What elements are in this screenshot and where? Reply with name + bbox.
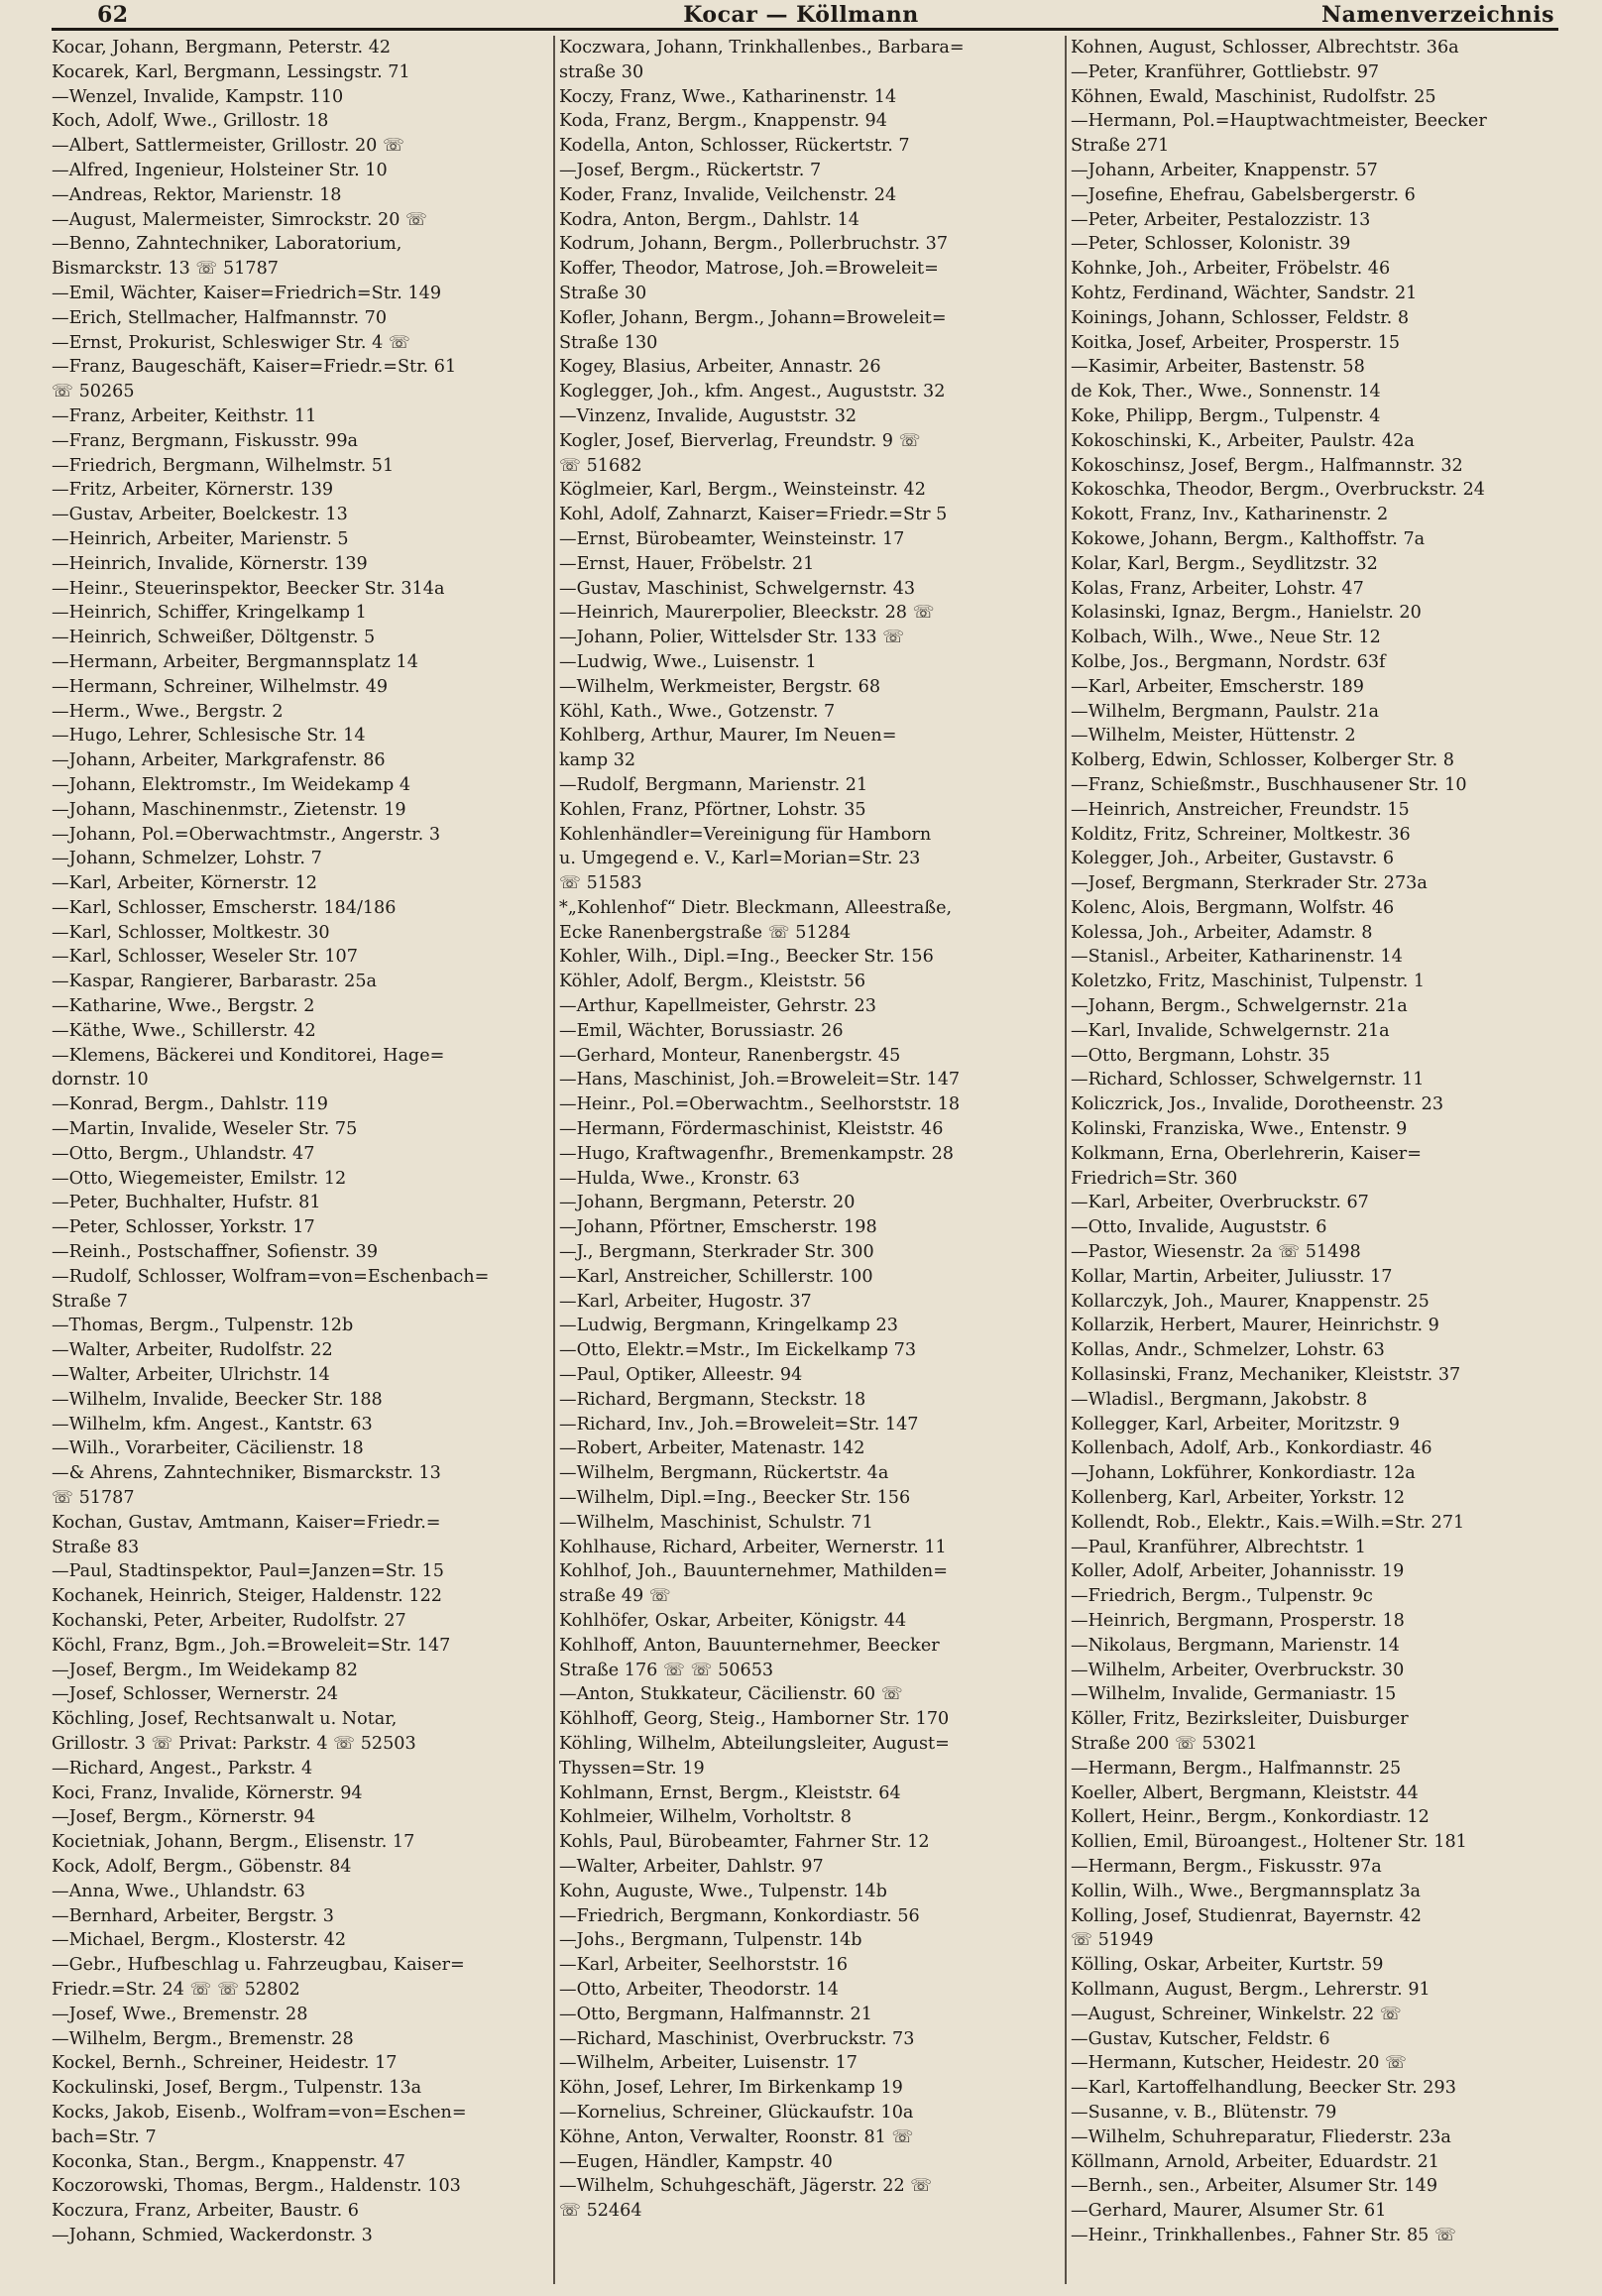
- directory-entry-line: —Ernst, Prokurist, Schleswiger Str. 4 ☏: [52, 332, 410, 353]
- directory-entry-line: —Bernhard, Arbeiter, Bergstr. 3: [52, 1905, 334, 1926]
- directory-entry-line: —Wilhelm, Schuhgeschäft, Jägerstr. 22 ☏: [559, 2176, 933, 2197]
- directory-entry-line: —Anton, Stukkateur, Cäcilienstr. 60 ☏: [559, 1684, 903, 1705]
- directory-entry-line: Straße 200 ☏ 53021: [1071, 1733, 1258, 1754]
- directory-entry-line: bach=Str. 7: [52, 2126, 157, 2147]
- directory-entry-line: —Karl, Arbeiter, Körnerstr. 12: [52, 873, 317, 894]
- directory-entry-line: Kollenberg, Karl, Arbeiter, Yorkstr. 12: [1071, 1488, 1406, 1509]
- directory-entry-line: —Karl, Schlosser, Moltkestr. 30: [52, 922, 330, 943]
- directory-entry-line: —Karl, Arbeiter, Seelhorststr. 16: [559, 1955, 849, 1976]
- directory-entry-line: —Johann, Schmelzer, Lohstr. 7: [52, 849, 322, 869]
- directory-entry-line: ☏ 50265: [52, 382, 135, 402]
- directory-entry-line: Kollarzik, Herbert, Maurer, Heinrichstr. 9: [1071, 1316, 1439, 1336]
- directory-entry-line: —Karl, Arbeiter, Overbruckstr. 67: [1071, 1193, 1369, 1213]
- directory-entry-line: Koller, Adolf, Arbeiter, Johannisstr. 19: [1071, 1561, 1405, 1582]
- directory-entry-line: Kolkmann, Erna, Oberlehrerin, Kaiser=: [1071, 1143, 1422, 1164]
- directory-entry-line: —Wilhelm, Maschinist, Schulstr. 71: [559, 1512, 873, 1533]
- directory-entry-line: —Richard, Maschinist, Overbruckstr. 73: [559, 2028, 915, 2049]
- directory-entry-line: —Johann, Pförtner, Emscherstr. 198: [559, 1217, 877, 1238]
- directory-entry-line: *„Kohlenhof“ Dietr. Bleckmann, Alleestraße,: [559, 897, 953, 918]
- directory-entry-line: Koder, Franz, Invalide, Veilchenstr. 24: [559, 184, 897, 205]
- directory-entry-line: —Wilhelm, Werkmeister, Bergstr. 68: [559, 676, 881, 697]
- directory-entry-line: Ecke Ranenbergstraße ☏ 51284: [559, 922, 852, 943]
- directory-entry-line: Koletzko, Fritz, Maschinist, Tulpenstr. 1: [1071, 972, 1426, 992]
- directory-entry-line: —Wilhelm, Meister, Hüttenstr. 2: [1071, 726, 1356, 746]
- directory-entry-line: Köllmann, Arnold, Arbeiter, Eduardstr. 21: [1071, 2151, 1439, 2172]
- directory-entry-line: —Josef, Bergm., Im Weidekamp 82: [52, 1660, 358, 1680]
- directory-entry-line: —Otto, Invalide, Auguststr. 6: [1071, 1217, 1327, 1238]
- directory-entry-line: —Heinrich, Schiffer, Kringelkamp 1: [52, 603, 367, 624]
- directory-entry-line: Straße 130: [559, 332, 658, 353]
- directory-entry-line: —Richard, Inv., Joh.=Broweleit=Str. 147: [559, 1414, 919, 1435]
- directory-entry-line: Koch, Adolf, Wwe., Grillostr. 18: [52, 111, 329, 132]
- directory-entry-line: —Heinrich, Maurerpolier, Bleeckstr. 28 ☏: [559, 603, 935, 624]
- directory-entry-line: Kollenbach, Adolf, Arb., Konkordiastr. 46: [1071, 1438, 1432, 1459]
- directory-entry-line: Straße 83: [52, 1537, 140, 1557]
- directory-entry-line: Koitka, Josef, Arbeiter, Prosperstr. 15: [1071, 332, 1401, 353]
- directory-entry-line: Kochanek, Heinrich, Steiger, Haldenstr. 122: [52, 1586, 442, 1607]
- directory-entry-line: Kolbe, Jos., Bergmann, Nordstr. 63f: [1071, 651, 1386, 672]
- directory-entry-line: Kollert, Heinr., Bergm., Konkordiastr. 12: [1071, 1807, 1430, 1828]
- directory-entry-line: Koczorowski, Thomas, Bergm., Haldenstr. 103: [52, 2176, 461, 2197]
- directory-entry-line: Kolegger, Joh., Arbeiter, Gustavstr. 6: [1071, 849, 1395, 869]
- directory-entry-line: —Johann, Bergm., Schwelgernstr. 21a: [1071, 996, 1408, 1017]
- directory-entry-line: —& Ahrens, Zahntechniker, Bismarckstr. 13: [52, 1463, 441, 1484]
- directory-entry-line: Kohlhöfer, Oskar, Arbeiter, Königstr. 44: [559, 1611, 907, 1631]
- directory-column-1: [52, 36, 557, 2248]
- directory-entry-line: —Pastor, Wiesenstr. 2a ☏ 51498: [1071, 1242, 1361, 1263]
- directory-entry-line: Kolessa, Joh., Arbeiter, Adamstr. 8: [1071, 922, 1373, 943]
- directory-entry-line: —Ernst, Hauer, Fröbelstr. 21: [559, 553, 815, 574]
- directory-entry-line: Kolling, Josef, Studienrat, Bayernstr. 42: [1071, 1905, 1422, 1926]
- directory-entry-line: Kohlenhändler=Vereinigung für Hamborn: [559, 824, 932, 845]
- directory-column-3: [1071, 36, 1576, 2248]
- directory-entry-line: Köller, Fritz, Bezirksleiter, Duisburger: [1071, 1709, 1409, 1730]
- directory-entry-line: —Michael, Bergm., Klosterstr. 42: [52, 1930, 347, 1951]
- directory-entry-line: —Hugo, Lehrer, Schlesische Str. 14: [52, 726, 366, 746]
- directory-entry-line: —Wilhelm, Bergmann, Rückertstr. 4a: [559, 1463, 889, 1484]
- directory-entry-line: ☏ 51583: [559, 873, 642, 894]
- directory-entry-line: Kollas, Andr., Schmelzer, Lohstr. 63: [1071, 1340, 1385, 1361]
- directory-entry-line: Kollin, Wilh., Wwe., Bergmannsplatz 3a: [1071, 1881, 1422, 1901]
- directory-entry-line: Koliczrick, Jos., Invalide, Dorotheenstr. 23: [1071, 1094, 1444, 1115]
- directory-entry-line: straße 30: [559, 61, 644, 82]
- directory-entry-line: Kohlhause, Richard, Arbeiter, Wernerstr. 11: [559, 1537, 947, 1557]
- directory-entry-line: —Johann, Arbeiter, Markgrafenstr. 86: [52, 750, 386, 771]
- directory-entry-line: —Alfred, Ingenieur, Holsteiner Str. 10: [52, 160, 388, 180]
- directory-entry-line: Kofler, Johann, Bergm., Johann=Broweleit=: [559, 307, 947, 328]
- directory-entry-line: Köhnen, Ewald, Maschinist, Rudolfstr. 25: [1071, 86, 1436, 107]
- directory-entry-line: —Heinrich, Invalide, Körnerstr. 139: [52, 553, 368, 574]
- directory-entry-line: —Martin, Invalide, Weseler Str. 75: [52, 1119, 358, 1140]
- directory-entry-line: —Franz, Baugeschäft, Kaiser=Friedr.=Str. 61: [52, 357, 457, 378]
- directory-entry-line: —Friedrich, Bergmann, Wilhelmstr. 51: [52, 455, 395, 476]
- directory-entry-line: Koczwara, Johann, Trinkhallenbes., Barbara=: [559, 38, 965, 57]
- column-divider: [1065, 36, 1067, 2284]
- directory-entry-line: —Bernh., sen., Arbeiter, Alsumer Str. 149: [1071, 2176, 1438, 2197]
- directory-entry-line: Koda, Franz, Bergm., Knappenstr. 94: [559, 111, 887, 132]
- directory-entry-line: Kodrum, Johann, Bergm., Pollerbruchstr. 37: [559, 234, 949, 255]
- directory-entry-line: —Käthe, Wwe., Schillerstr. 42: [52, 1020, 316, 1041]
- directory-entry-line: —Hermann, Pol.=Hauptwachtmeister, Beecker: [1071, 111, 1487, 132]
- section-title: Namenverzeichnis: [1321, 2, 1554, 28]
- directory-entry-line: dornstr. 10: [52, 1070, 149, 1091]
- directory-entry-line: Grillostr. 3 ☏ Privat: Parkstr. 4 ☏ 52503: [52, 1733, 416, 1754]
- directory-entry-line: —Andreas, Rektor, Marienstr. 18: [52, 184, 342, 205]
- directory-entry-line: —Thomas, Bergm., Tulpenstr. 12b: [52, 1316, 354, 1336]
- directory-entry-line: Kolar, Karl, Bergm., Seydlitzstr. 32: [1071, 553, 1378, 574]
- directory-entry-line: —Susanne, v. B., Blütenstr. 79: [1071, 2102, 1337, 2123]
- directory-entry-line: —Stanisl., Arbeiter, Katharinenstr. 14: [1071, 947, 1403, 968]
- header-rule: [52, 28, 1558, 31]
- directory-entry-line: —Kasimir, Arbeiter, Bastenstr. 58: [1071, 357, 1365, 378]
- directory-entry-line: —Peter, Arbeiter, Pestalozzistr. 13: [1071, 209, 1371, 230]
- directory-entry-line: —Karl, Kartoffelhandlung, Beecker Str. 293: [1071, 2078, 1456, 2099]
- directory-entry-line: Kohlen, Franz, Pförtner, Lohstr. 35: [559, 799, 866, 820]
- directory-entry-line: Kolditz, Fritz, Schreiner, Moltkestr. 36: [1071, 824, 1411, 845]
- directory-entry-line: Kollendt, Rob., Elektr., Kais.=Wilh.=Str. 271: [1071, 1512, 1465, 1533]
- directory-entry-line: —Wilhelm, Bergmann, Paulstr. 21a: [1071, 701, 1380, 722]
- directory-entry-line: —Gustav, Arbeiter, Boelckestr. 13: [52, 505, 348, 525]
- directory-entry-line: —Hermann, Bergm., Fiskusstr. 97a: [1071, 1856, 1382, 1877]
- directory-entry-line: —Karl, Arbeiter, Hugostr. 37: [559, 1291, 812, 1312]
- directory-entry-line: —Friedrich, Bergmann, Konkordiastr. 56: [559, 1905, 920, 1926]
- directory-entry-line: —Emil, Wächter, Borussiastr. 26: [559, 1020, 844, 1041]
- directory-entry-line: —Erich, Stellmacher, Halfmannstr. 70: [52, 307, 388, 328]
- directory-entry-line: —Karl, Invalide, Schwelgernstr. 21a: [1071, 1020, 1390, 1041]
- directory-entry-line: —Gustav, Kutscher, Feldstr. 6: [1071, 2028, 1330, 2049]
- directory-entry-line: Koke, Philipp, Bergm., Tulpenstr. 4: [1071, 405, 1381, 426]
- directory-entry-line: Kokoschka, Theodor, Bergm., Overbruckstr. 24: [1071, 480, 1485, 501]
- directory-entry-line: —Hermann, Bergm., Halfmannstr. 25: [1071, 1758, 1402, 1779]
- directory-entry-line: —Heinrich, Anstreicher, Freundstr. 15: [1071, 799, 1410, 820]
- directory-entry-line: —J., Bergmann, Sterkrader Str. 300: [559, 1242, 874, 1263]
- directory-entry-line: —Johann, Schmied, Wackerdonstr. 3: [52, 2225, 373, 2245]
- directory-entry-line: Köhl, Kath., Wwe., Gotzenstr. 7: [559, 701, 836, 722]
- directory-entry-line: Kock, Adolf, Bergm., Göbenstr. 84: [52, 1856, 352, 1877]
- directory-entry-line: —Josef, Bergmann, Sterkrader Str. 273a: [1071, 873, 1428, 894]
- directory-entry-line: Kohlmann, Ernst, Bergm., Kleiststr. 64: [559, 1782, 901, 1803]
- directory-entry-line: Kokott, Franz, Inv., Katharinenstr. 2: [1071, 505, 1389, 525]
- directory-entry-line: Straße 7: [52, 1291, 128, 1312]
- directory-entry-line: —Klemens, Bäckerei und Konditorei, Hage=: [52, 1045, 445, 1066]
- directory-entry-line: —Josef, Schlosser, Wernerstr. 24: [52, 1684, 339, 1705]
- directory-entry-line: Kohtz, Ferdinand, Wächter, Sandstr. 21: [1071, 283, 1418, 303]
- directory-entry-line: Koczura, Franz, Arbeiter, Baustr. 6: [52, 2201, 359, 2222]
- directory-entry-line: —Johann, Polier, Wittelsder Str. 133 ☏: [559, 628, 905, 648]
- directory-entry-line: —Albert, Sattlermeister, Grillostr. 20 ☏: [52, 136, 404, 157]
- directory-entry-line: Kollarczyk, Joh., Maurer, Knappenstr. 25: [1071, 1291, 1430, 1312]
- directory-entry-line: Kohlmeier, Wilhelm, Vorholtstr. 8: [559, 1807, 852, 1828]
- directory-entry-line: Kollasinski, Franz, Mechaniker, Kleiststr. 37: [1071, 1365, 1461, 1386]
- directory-entry-line: —Peter, Buchhalter, Hufstr. 81: [52, 1193, 321, 1213]
- directory-entry-line: Koffer, Theodor, Matrose, Joh.=Broweleit=: [559, 259, 939, 280]
- directory-entry-line: kamp 32: [559, 750, 636, 771]
- directory-entry-line: —Wilhelm, Schuhreparatur, Fliederstr. 23a: [1071, 2126, 1451, 2147]
- directory-entry-line: —Emil, Wächter, Kaiser=Friedrich=Str. 149: [52, 283, 442, 303]
- directory-entry-line: Koci, Franz, Invalide, Körnerstr. 94: [52, 1782, 363, 1803]
- directory-entry-line: —Hugo, Kraftwagenfhr., Bremenkampstr. 28: [559, 1143, 955, 1164]
- directory-entry-line: —Peter, Schlosser, Yorkstr. 17: [52, 1217, 315, 1238]
- directory-entry-line: —Johann, Arbeiter, Knappenstr. 57: [1071, 160, 1378, 180]
- directory-entry-line: Friedrich=Str. 360: [1071, 1168, 1238, 1189]
- directory-entry-line: Kohnen, August, Schlosser, Albrechtstr. 36a: [1071, 38, 1459, 57]
- directory-entry-line: —Hulda, Wwe., Kronstr. 63: [559, 1168, 800, 1189]
- directory-entry-line: —Johs., Bergmann, Tulpenstr. 14b: [559, 1930, 862, 1951]
- directory-entry-line: Kollar, Martin, Arbeiter, Juliusstr. 17: [1071, 1266, 1393, 1287]
- directory-entry-line: —Eugen, Händler, Kampstr. 40: [559, 2151, 833, 2172]
- directory-entry-line: —Wilhelm, kfm. Angest., Kantstr. 63: [52, 1414, 373, 1435]
- directory-entry-line: —Karl, Anstreicher, Schillerstr. 100: [559, 1266, 873, 1287]
- directory-entry-line: Kohn, Auguste, Wwe., Tulpenstr. 14b: [559, 1881, 887, 1901]
- directory-entry-line: Straße 30: [559, 283, 647, 303]
- directory-entry-line: —Johann, Pol.=Oberwachtmstr., Angerstr. 3: [52, 824, 441, 845]
- directory-entry-line: Kocks, Jakob, Eisenb., Wolfram=von=Eschen=: [52, 2102, 467, 2123]
- directory-entry-line: —Wilhelm, Invalide, Beecker Str. 188: [52, 1389, 383, 1410]
- directory-entry-line: Koinings, Johann, Schlosser, Feldstr. 8: [1071, 307, 1410, 328]
- directory-entry-line: Koeller, Albert, Bergmann, Kleiststr. 44: [1071, 1782, 1419, 1803]
- directory-entry-line: —Josef, Bergm., Rückertstr. 7: [559, 160, 822, 180]
- directory-entry-line: Koconka, Stan., Bergm., Knappenstr. 47: [52, 2151, 405, 2172]
- directory-entry-line: —Wilhelm, Arbeiter, Luisenstr. 17: [559, 2053, 858, 2074]
- directory-entry-line: —Hermann, Fördermaschinist, Kleiststr. 46: [559, 1119, 944, 1140]
- directory-entry-line: —Heinrich, Arbeiter, Marienstr. 5: [52, 528, 349, 549]
- directory-entry-line: Kolberg, Edwin, Schlosser, Kolberger Str. 8: [1071, 750, 1454, 771]
- directory-entry-line: —Hermann, Kutscher, Heidestr. 20 ☏: [1071, 2053, 1408, 2074]
- directory-entry-line: Kolinski, Franziska, Wwe., Entenstr. 9: [1071, 1119, 1408, 1140]
- directory-entry-line: u. Umgegend e. V., Karl=Morian=Str. 23: [559, 849, 921, 869]
- directory-entry-line: —Wilhelm, Dipl.=Ing., Beecker Str. 156: [559, 1488, 911, 1509]
- directory-entry-line: —Wilh., Vorarbeiter, Cäcilienstr. 18: [52, 1438, 364, 1459]
- directory-entry-line: —Otto, Arbeiter, Theodorstr. 14: [559, 1979, 839, 2000]
- directory-entry-line: —Kaspar, Rangierer, Barbarastr. 25a: [52, 972, 378, 992]
- directory-entry-line: —Heinrich, Schweißer, Döltgenstr. 5: [52, 628, 376, 648]
- directory-entry-line: Straße 176 ☏ ☏ 50653: [559, 1660, 774, 1680]
- directory-entry-line: Köhlhoff, Georg, Steig., Hamborner Str. 170: [559, 1709, 950, 1730]
- directory-entry-line: Kocarek, Karl, Bergmann, Lessingstr. 71: [52, 61, 410, 82]
- directory-entry-line: Köhn, Josef, Lehrer, Im Birkenkamp 19: [559, 2078, 903, 2099]
- directory-entry-line: —Walter, Arbeiter, Dahlstr. 97: [559, 1856, 824, 1877]
- directory-entry-line: —Paul, Stadtinspektor, Paul=Janzen=Str. 15: [52, 1561, 444, 1582]
- directory-entry-line: —Otto, Bergmann, Halfmannstr. 21: [559, 2004, 872, 2024]
- directory-entry-line: —Franz, Schießmstr., Buschhausener Str. 10: [1071, 774, 1467, 795]
- directory-entry-line: —Ludwig, Bergmann, Kringelkamp 23: [559, 1316, 898, 1336]
- directory-entry-line: —Benno, Zahntechniker, Laboratorium,: [52, 234, 402, 255]
- directory-entry-line: ☏ 51949: [1071, 1930, 1154, 1951]
- directory-entry-line: —Heinr., Pol.=Oberwachtm., Seelhorststr. 18: [559, 1094, 961, 1115]
- directory-entry-line: Kokoschinski, K., Arbeiter, Paulstr. 42a: [1071, 430, 1415, 451]
- directory-entry-line: Kolasinski, Ignaz, Bergm., Hanielstr. 20: [1071, 603, 1422, 624]
- directory-entry-line: Friedr.=Str. 24 ☏ ☏ 52802: [52, 1979, 300, 2000]
- directory-entry-line: Kockel, Bernh., Schreiner, Heidestr. 17: [52, 2053, 398, 2074]
- directory-column-2: [559, 36, 1065, 2224]
- directory-entry-line: —August, Malermeister, Simrockstr. 20 ☏: [52, 209, 427, 230]
- directory-entry-line: —Peter, Schlosser, Kolonistr. 39: [1071, 234, 1351, 255]
- directory-entry-line: —Heinr., Trinkhallenbes., Fahner Str. 85 ☏: [1071, 2225, 1456, 2245]
- directory-entry-line: Kockulinski, Josef, Bergm., Tulpenstr. 13a: [52, 2078, 422, 2099]
- directory-entry-line: Bismarckstr. 13 ☏ 51787: [52, 259, 279, 280]
- directory-entry-line: —Johann, Bergmann, Peterstr. 20: [559, 1193, 856, 1213]
- directory-entry-line: —Ludwig, Wwe., Luisenstr. 1: [559, 651, 817, 672]
- directory-entry-line: de Kok, Ther., Wwe., Sonnenstr. 14: [1071, 382, 1381, 402]
- directory-entry-line: straße 49 ☏: [559, 1586, 671, 1607]
- directory-entry-line: —Josef, Wwe., Bremenstr. 28: [52, 2004, 308, 2024]
- directory-entry-line: —Johann, Maschinenmstr., Zietenstr. 19: [52, 799, 406, 820]
- directory-entry-line: Kochan, Gustav, Amtmann, Kaiser=Friedr.=: [52, 1512, 441, 1533]
- directory-entry-line: Kogler, Josef, Bierverlag, Freundstr. 9 ☏: [559, 430, 921, 451]
- directory-entry-line: —Wilhelm, Invalide, Germaniastr. 15: [1071, 1684, 1397, 1705]
- directory-entry-line: —Wilhelm, Arbeiter, Overbruckstr. 30: [1071, 1660, 1405, 1680]
- directory-entry-line: —Rudolf, Bergmann, Marienstr. 21: [559, 774, 868, 795]
- directory-entry-line: —Wilhelm, Bergm., Bremenstr. 28: [52, 2028, 354, 2049]
- directory-entry-line: Thyssen=Str. 19: [559, 1758, 705, 1779]
- directory-entry-line: —Karl, Schlosser, Weseler Str. 107: [52, 947, 358, 968]
- directory-entry-line: —Reinh., Postschaffner, Sofienstr. 39: [52, 1242, 379, 1263]
- directory-entry-line: Koglegger, Joh., kfm. Angest., Auguststr. 32: [559, 382, 946, 402]
- directory-entry-line: Kolas, Franz, Arbeiter, Lohstr. 47: [1071, 578, 1364, 599]
- directory-entry-line: —Nikolaus, Bergmann, Marienstr. 14: [1071, 1635, 1400, 1656]
- directory-entry-line: Kokowe, Johann, Bergm., Kalthoffstr. 7a: [1071, 528, 1426, 549]
- directory-entry-line: —Karl, Schlosser, Emscherstr. 184/186: [52, 897, 397, 918]
- page-title: Kocar — Köllmann: [683, 2, 919, 28]
- directory-entry-line: Kokoschinsz, Josef, Bergm., Halfmannstr. 32: [1071, 455, 1463, 476]
- directory-entry-line: —Johann, Elektromstr., Im Weidekamp 4: [52, 774, 411, 795]
- directory-entry-line: —Fritz, Arbeiter, Körnerstr. 139: [52, 480, 334, 501]
- directory-entry-line: —Richard, Bergmann, Steckstr. 18: [559, 1389, 866, 1410]
- directory-entry-line: —Josef, Bergm., Körnerstr. 94: [52, 1807, 316, 1828]
- directory-entry-line: Köhler, Adolf, Bergm., Kleiststr. 56: [559, 972, 866, 992]
- directory-entry-line: Kolenc, Alois, Bergmann, Wolfstr. 46: [1071, 897, 1395, 918]
- directory-entry-line: Kodra, Anton, Bergm., Dahlstr. 14: [559, 209, 860, 230]
- directory-entry-line: Kohls, Paul, Bürobeamter, Fahrner Str. 12: [559, 1832, 930, 1853]
- directory-entry-line: —Franz, Arbeiter, Keithstr. 11: [52, 405, 317, 426]
- directory-entry-line: —Arthur, Kapellmeister, Gehrstr. 23: [559, 996, 876, 1017]
- directory-entry-line: —Anna, Wwe., Uhlandstr. 63: [52, 1881, 305, 1901]
- directory-entry-line: —Franz, Bergmann, Fiskusstr. 99a: [52, 430, 359, 451]
- directory-entry-line: —Kornelius, Schreiner, Glückaufstr. 10a: [559, 2102, 914, 2123]
- directory-entry-line: Kollegger, Karl, Arbeiter, Moritzstr. 9: [1071, 1414, 1400, 1435]
- directory-entry-line: Kocietniak, Johann, Bergm., Elisenstr. 17: [52, 1832, 415, 1853]
- directory-entry-line: Kollien, Emil, Büroangest., Holtener Str. 181: [1071, 1832, 1467, 1853]
- directory-entry-line: Kölling, Oskar, Arbeiter, Kurtstr. 59: [1071, 1955, 1384, 1976]
- directory-entry-line: Kohler, Wilh., Dipl.=Ing., Beecker Str. 156: [559, 947, 934, 968]
- directory-entry-line: —Richard, Schlosser, Schwelgernstr. 11: [1071, 1070, 1425, 1091]
- directory-entry-line: —Hermann, Schreiner, Wilhelmstr. 49: [52, 676, 389, 697]
- directory-entry-line: ☏ 52464: [559, 2201, 642, 2222]
- directory-entry-line: Kochanski, Peter, Arbeiter, Rudolfstr. 27: [52, 1611, 406, 1631]
- directory-entry-line: Kollmann, August, Bergm., Lehrerstr. 91: [1071, 1979, 1430, 2000]
- directory-entry-line: —Heinrich, Bergmann, Prosperstr. 18: [1071, 1611, 1405, 1631]
- directory-entry-line: —Gustav, Maschinist, Schwelgernstr. 43: [559, 578, 916, 599]
- directory-entry-line: —Otto, Bergm., Uhlandstr. 47: [52, 1143, 315, 1164]
- directory-entry-line: Köchling, Josef, Rechtsanwalt u. Notar,: [52, 1709, 398, 1730]
- directory-entry-line: —Walter, Arbeiter, Ulrichstr. 14: [52, 1365, 330, 1386]
- directory-entry-line: Straße 271: [1071, 136, 1170, 157]
- directory-entry-line: —Walter, Arbeiter, Rudolfstr. 22: [52, 1340, 333, 1361]
- directory-entry-line: —Katharine, Wwe., Bergstr. 2: [52, 996, 315, 1017]
- directory-entry-line: —Gerhard, Maurer, Alsumer Str. 61: [1071, 2201, 1387, 2222]
- directory-entry-line: Kohlberg, Arthur, Maurer, Im Neuen=: [559, 726, 897, 746]
- directory-entry-line: —Vinzenz, Invalide, Auguststr. 32: [559, 405, 858, 426]
- directory-entry-line: ☏ 51787: [52, 1488, 135, 1509]
- page-number: 62: [97, 2, 129, 28]
- directory-entry-line: —Otto, Elektr.=Mstr., Im Eickelkamp 73: [559, 1340, 917, 1361]
- directory-entry-line: —Friedrich, Bergm., Tulpenstr. 9c: [1071, 1586, 1373, 1607]
- directory-entry-line: Köhne, Anton, Verwalter, Roonstr. 81 ☏: [559, 2126, 914, 2147]
- directory-entry-line: Köchl, Franz, Bgm., Joh.=Broweleit=Str. 147: [52, 1635, 451, 1656]
- directory-entry-line: —Gerhard, Monteur, Ranenbergstr. 45: [559, 1045, 901, 1066]
- directory-entry-line: —Johann, Lokführer, Konkordiastr. 12a: [1071, 1463, 1416, 1484]
- directory-entry-line: —Wenzel, Invalide, Kampstr. 110: [52, 86, 344, 107]
- directory-entry-line: ☏ 51682: [559, 455, 642, 476]
- directory-entry-line: Koczy, Franz, Wwe., Katharinenstr. 14: [559, 86, 897, 107]
- directory-entry-line: —Karl, Arbeiter, Emscherstr. 189: [1071, 676, 1364, 697]
- directory-entry-line: Köhling, Wilhelm, Abteilungsleiter, August=: [559, 1733, 950, 1754]
- directory-entry-line: —Otto, Bergmann, Lohstr. 35: [1071, 1045, 1330, 1066]
- directory-entry-line: —Heinr., Steuerinspektor, Beecker Str. 314a: [52, 578, 445, 599]
- directory-entry-line: Kohnke, Joh., Arbeiter, Fröbelstr. 46: [1071, 259, 1391, 280]
- directory-entry-line: —Ernst, Bürobeamter, Weinsteinstr. 17: [559, 528, 905, 549]
- directory-entry-line: —Otto, Wiegemeister, Emilstr. 12: [52, 1168, 347, 1189]
- directory-entry-line: —Hermann, Arbeiter, Bergmannsplatz 14: [52, 651, 418, 672]
- directory-entry-line: Kocar, Johann, Bergmann, Peterstr. 42: [52, 38, 392, 57]
- directory-entry-line: Kohlhoff, Anton, Bauunternehmer, Beecker: [559, 1635, 940, 1656]
- directory-entry-line: Kohlhof, Joh., Bauunternehmer, Mathilden=: [559, 1561, 949, 1582]
- directory-entry-line: —Paul, Optiker, Alleestr. 94: [559, 1365, 803, 1386]
- directory-entry-line: —Peter, Kranführer, Gottliebstr. 97: [1071, 61, 1380, 82]
- directory-entry-line: —Herm., Wwe., Bergstr. 2: [52, 701, 284, 722]
- directory-entry-line: —Rudolf, Schlosser, Wolfram=von=Eschenbach=: [52, 1266, 490, 1287]
- directory-entry-line: Köglmeier, Karl, Bergm., Weinsteinstr. 42: [559, 480, 926, 501]
- directory-entry-line: —Gebr., Hufbeschlag u. Fahrzeugbau, Kaiser=: [52, 1955, 465, 1976]
- directory-entry-line: —Wladisl., Bergmann, Jakobstr. 8: [1071, 1389, 1368, 1410]
- directory-entry-line: —Josefine, Ehefrau, Gabelsbergerstr. 6: [1071, 184, 1416, 205]
- directory-entry-line: Kodella, Anton, Schlosser, Rückertstr. 7: [559, 136, 910, 157]
- directory-entry-line: —Hans, Maschinist, Joh.=Broweleit=Str. 147: [559, 1070, 961, 1091]
- directory-entry-line: Kolbach, Wilh., Wwe., Neue Str. 12: [1071, 628, 1381, 648]
- directory-entry-line: Kogey, Blasius, Arbeiter, Annastr. 26: [559, 357, 881, 378]
- directory-entry-line: —Paul, Kranführer, Albrechtstr. 1: [1071, 1537, 1366, 1557]
- directory-entry-line: —Robert, Arbeiter, Matenastr. 142: [559, 1438, 865, 1459]
- directory-entry-line: —Konrad, Bergm., Dahlstr. 119: [52, 1094, 328, 1115]
- directory-entry-line: —August, Schreiner, Winkelstr. 22 ☏: [1071, 2004, 1402, 2024]
- directory-entry-line: —Richard, Angest., Parkstr. 4: [52, 1758, 313, 1779]
- directory-entry-line: Kohl, Adolf, Zahnarzt, Kaiser=Friedr.=Str 5: [559, 505, 948, 525]
